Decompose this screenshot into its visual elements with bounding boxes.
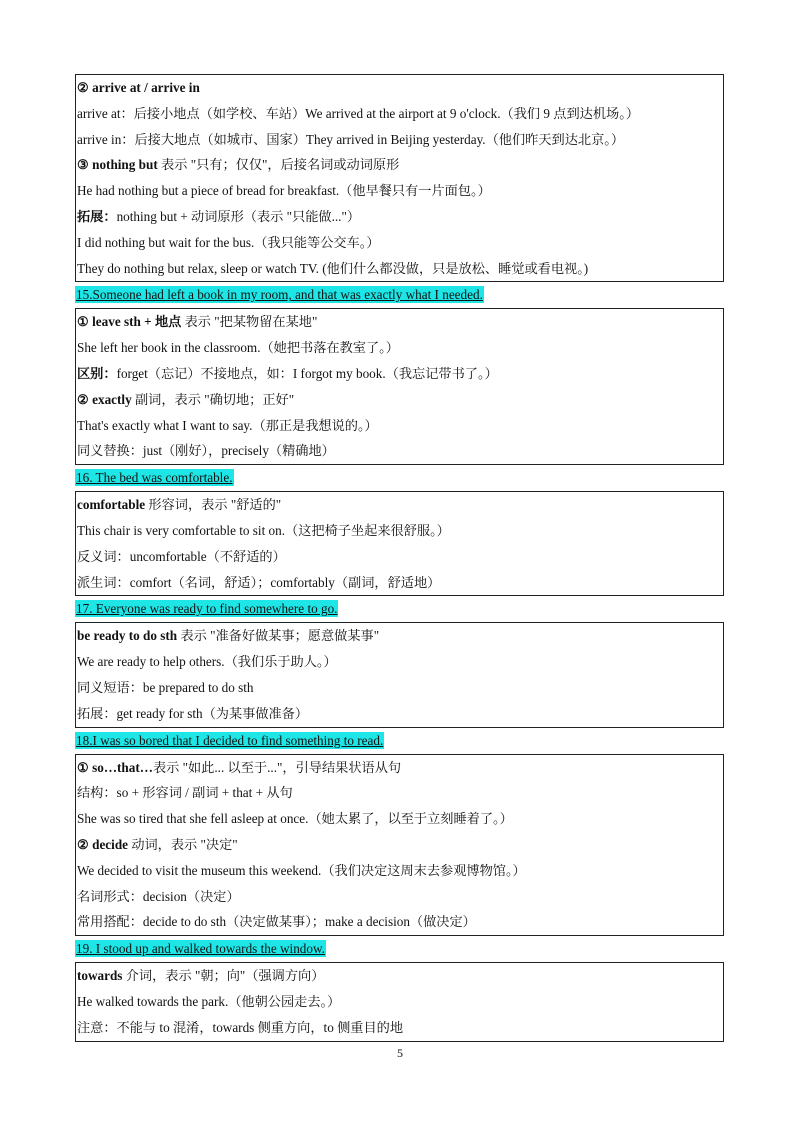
note-line: arrive in：后接大地点（如城市、国家）They arrived in Beijing yesterday.（他们昨天到达北京。） xyxy=(77,131,625,147)
sentence-heading: 19. I stood up and walked towards the window. xyxy=(76,941,325,957)
note-box xyxy=(75,74,724,282)
note-line: This chair is very comfortable to sit on.（这把椅子坐起来很舒服。） xyxy=(77,522,450,538)
note-line: 名词形式：decision（决定） xyxy=(77,888,240,904)
note-line: 拓展：get ready for sth（为某事做准备） xyxy=(77,705,309,721)
note-box xyxy=(75,491,724,596)
note-line: ② decide 动词，表示 "决定" xyxy=(77,836,238,852)
sentence-heading: 18.I was so bored that I decided to find something to read. xyxy=(76,732,384,748)
page-number: 5 xyxy=(397,1046,403,1060)
note-line: 区别：forget（忘记）不接地点，如：I forgot my book.（我忘记带书了。） xyxy=(77,365,498,381)
note-line: 常用搭配：decide to do sth（决定做某事）；make a decision（做决定） xyxy=(77,914,476,930)
note-line: 同义替换：just（刚好），precisely（精确地） xyxy=(77,443,335,459)
sentence-heading: 16. The bed was comfortable. xyxy=(76,470,233,486)
note-line: 拓展：nothing but + 动词原形（表示 "只能做..."） xyxy=(77,208,361,224)
sentence-heading: 17. Everyone was ready to find somewhere to go. xyxy=(76,601,338,617)
note-line: arrive at：后接小地点（如学校、车站）We arrived at the airport at 9 o'clock.（我们 9 点到达机场。） xyxy=(77,105,640,121)
document-content xyxy=(75,74,724,1042)
note-line: They do nothing but relax, sleep or watch TV. (他们什么都没做，只是放松、睡觉或看电视。) xyxy=(77,260,589,276)
note-line: He walked towards the park.（他朝公园走去。） xyxy=(77,993,341,1009)
note-box xyxy=(75,962,724,1041)
note-line: comfortable 形容词，表示 "舒适的" xyxy=(77,497,282,513)
note-line: That's exactly what I want to say.（那正是我想说的。） xyxy=(77,417,378,433)
note-line: 同义短语：be prepared to do sth xyxy=(77,679,254,695)
note-line: 注意：不能与 to 混淆，towards 侧重方向，to 侧重目的地 xyxy=(77,1019,404,1035)
note-line: ② exactly 副词，表示 "确切地；正好" xyxy=(77,391,295,407)
note-line: 结构：so + 形容词 / 副词 + that + 从句 xyxy=(77,785,293,801)
note-line: I did nothing but wait for the bus.（我只能等公交车。） xyxy=(77,234,380,250)
note-line: ② arrive at / arrive in xyxy=(77,80,200,95)
note-line: 派生词：comfort（名词，舒适）；comfortably（副词，舒适地） xyxy=(77,574,441,590)
note-line: We decided to visit the museum this weekend.（我们决定这周末去参观博物馆。） xyxy=(77,862,526,878)
note-line: We are ready to help others.（我们乐于助人。） xyxy=(77,654,337,670)
note-line: 反义词：uncomfortable（不舒适的） xyxy=(77,548,286,564)
note-box xyxy=(75,308,724,465)
note-line: ③ nothing but 表示 "只有；仅仅"，后接名词或动词原形 xyxy=(77,157,400,173)
note-box xyxy=(75,754,724,937)
note-line: ① so…that…表示 "如此... 以至于..."，引导结果状语从句 xyxy=(77,759,402,775)
note-line: ① leave sth + 地点 表示 "把某物留在某地" xyxy=(77,314,318,330)
note-line: She was so tired that she fell asleep at once.（她太累了，以至于立刻睡着了。） xyxy=(77,811,513,827)
note-box xyxy=(75,622,724,727)
note-line: be ready to do sth 表示 "准备好做某事；愿意做某事" xyxy=(77,628,380,644)
note-line: He had nothing but a piece of bread for breakfast.（他早餐只有一片面包。） xyxy=(77,183,491,199)
sentence-heading: 15.Someone had left a book in my room, and that was exactly what I needed. xyxy=(76,287,483,303)
note-line: She left her book in the classroom.（她把书落在教室了。） xyxy=(77,340,399,356)
note-line: towards 介词，表示 "朝；向"（强调方向） xyxy=(77,968,325,984)
